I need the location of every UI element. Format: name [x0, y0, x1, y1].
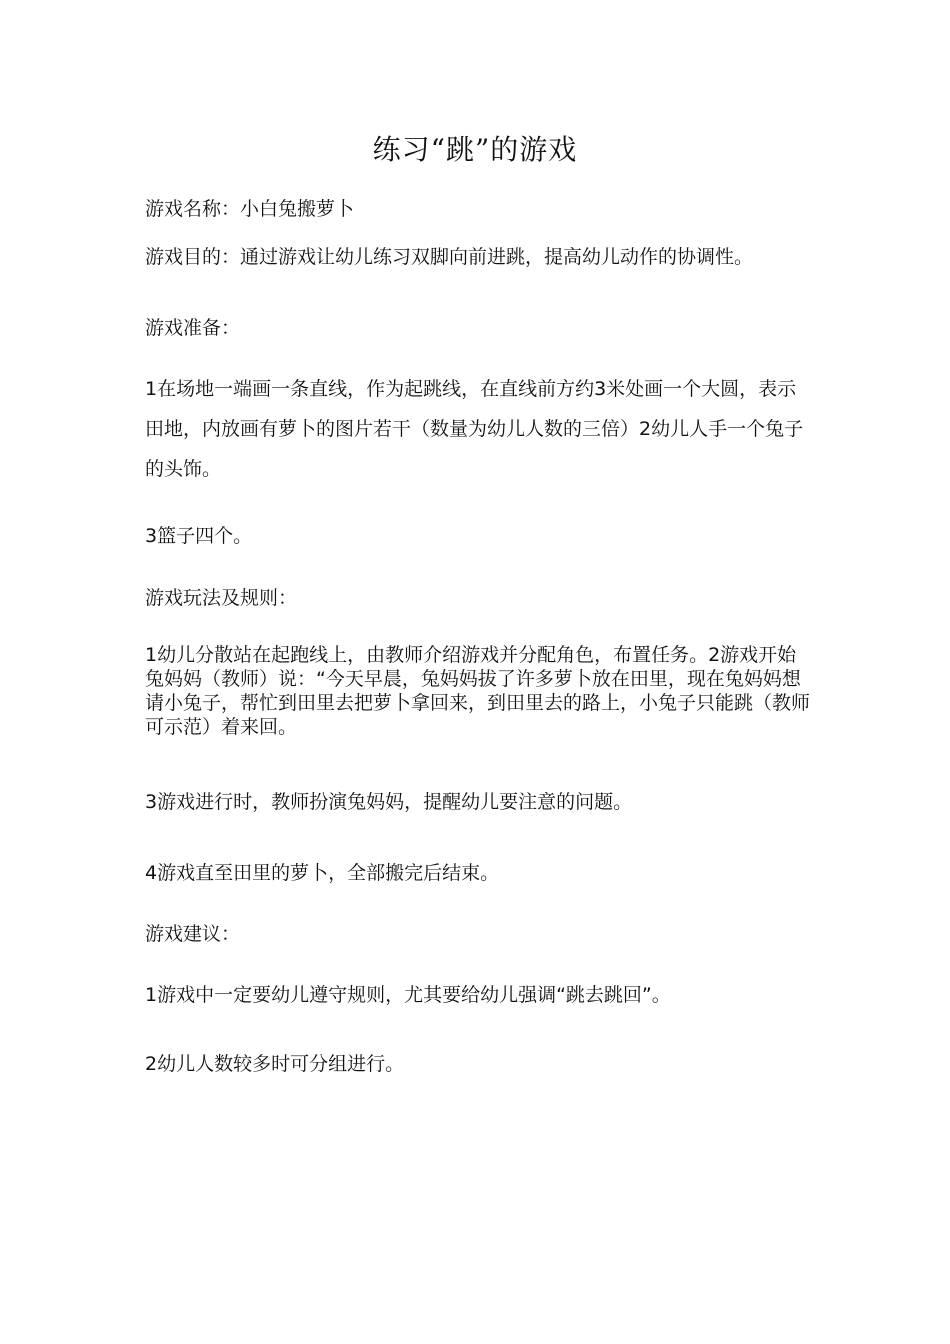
rules-heading: 游戏玩法及规则： — [145, 587, 298, 609]
advice-heading: 游戏建议： — [145, 923, 241, 945]
advice-item-1: 1游戏中一定要幼儿遵守规则，尤其要给幼儿强调“跳去跳回”。 — [145, 984, 671, 1006]
game-name: 游戏名称：小白兔搬萝卜 — [145, 198, 355, 220]
rule-item-4: 4游戏直至田里的萝卜，全部搬完后结束。 — [145, 862, 500, 884]
rule-item-3: 3游戏进行时，教师扮演兔妈妈，提醒幼儿要注意的问题。 — [145, 791, 633, 813]
prep-heading: 游戏准备： — [145, 317, 241, 339]
rule-item-1: 1幼儿分散站在起跑线上，由教师介绍游戏并分配角色，布置任务。2游戏开始兔妈妈（教师）说：“今天早晨，兔妈妈拔了许多萝卜放在田里，现在兔妈妈想请小兔子，帮忙到田里去把萝卜拿回来，到田里去的路上，小兔子只能跳（教师可示范）着来回。 — [145, 644, 811, 738]
advice-item-2: 2幼儿人数较多时可分组进行。 — [145, 1053, 405, 1075]
prep-item-1: 1在场地一端画一条直线，作为起跳线，在直线前方约3米处画一个大圆，表示田地，内放画有萝卜的图片若干（数量为幼儿人数的三倍）2幼儿人手一个兔子的头饰。 — [145, 378, 804, 480]
game-goal: 游戏目的：通过游戏让幼儿练习双脚向前进跳，提高幼儿动作的协调性。 — [145, 246, 754, 268]
prep-item-3: 3篮子四个。 — [145, 525, 253, 547]
document-title: 练习“跳”的游戏 — [372, 133, 578, 166]
